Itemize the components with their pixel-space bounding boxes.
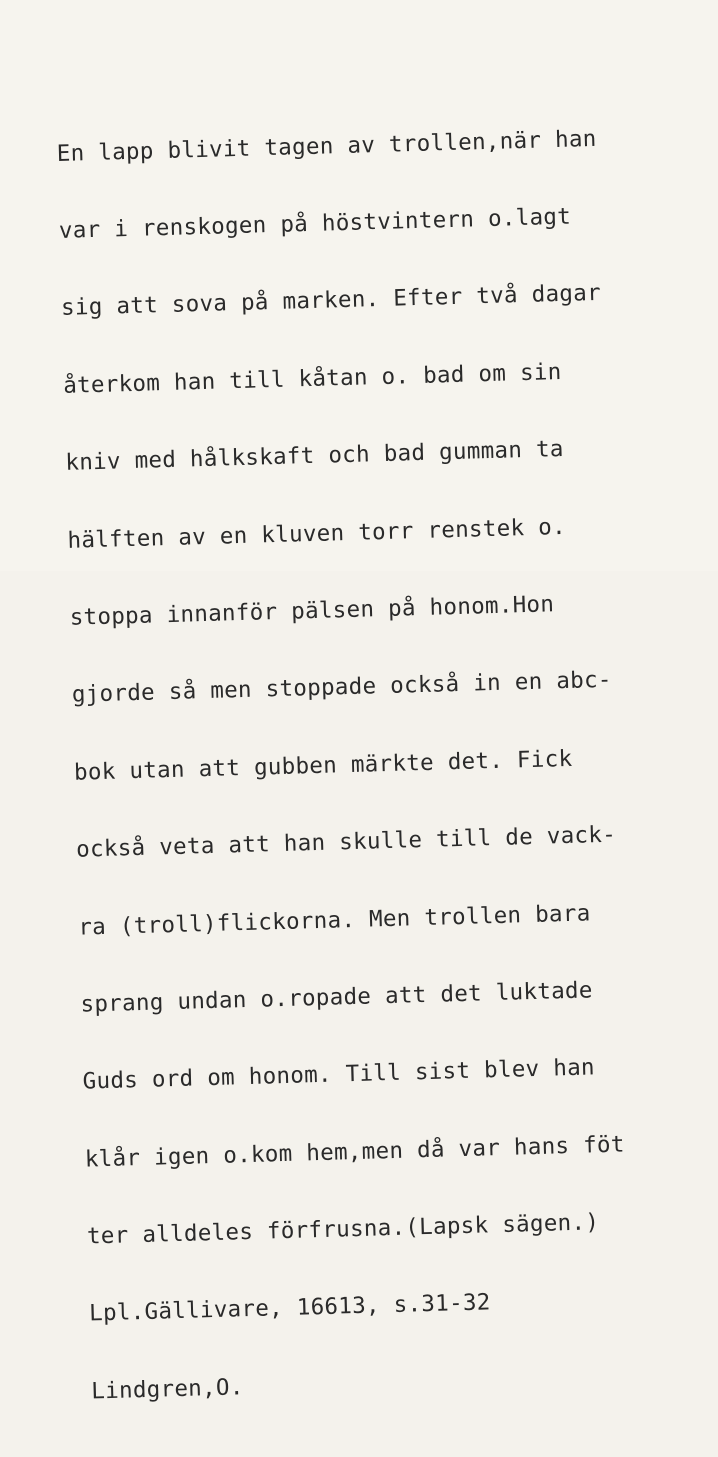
text-line: också veta att han skulle till de vack- bbox=[75, 821, 617, 863]
typed-text-block bbox=[55, 75, 633, 1457]
text-line: kniv med hålkskaft och bad gumman ta bbox=[65, 436, 565, 477]
text-line: bok utan att gubben märkte det. Fick bbox=[73, 745, 573, 786]
text-line: klår igen o.kom hem,men då var hans föt bbox=[84, 1131, 626, 1173]
recorder-name: Lindgren,O. bbox=[90, 1374, 244, 1405]
text-line: var i renskogen på höstvintern o.lagt bbox=[58, 203, 572, 244]
text-line: gjorde så men stoppade också in en abc- bbox=[71, 667, 613, 709]
text-line: stoppa innanför pälsen på honom.Hon bbox=[69, 591, 555, 631]
text-line: sprang undan o.ropade att det luktade bbox=[80, 977, 594, 1018]
text-line: sig att sova på marken. Efter två dagar bbox=[60, 280, 602, 322]
text-line: En lapp blivit tagen av trollen,när han bbox=[56, 125, 597, 167]
text-line: återkom han till kåtan o. bad om sin bbox=[62, 358, 562, 399]
archive-reference: Lpl.Gällivare, 16613, s.31-32 bbox=[88, 1289, 491, 1327]
text-line: Guds ord om honom. Till sist blev han bbox=[82, 1054, 596, 1095]
text-line: ra (troll)flickorna. Men trollen bara bbox=[78, 899, 591, 941]
text-line: hälften av en kluven torr renstek o. bbox=[67, 513, 567, 554]
text-line: ter alldeles förfrusna.(Lapsk sägen.) bbox=[86, 1209, 600, 1250]
